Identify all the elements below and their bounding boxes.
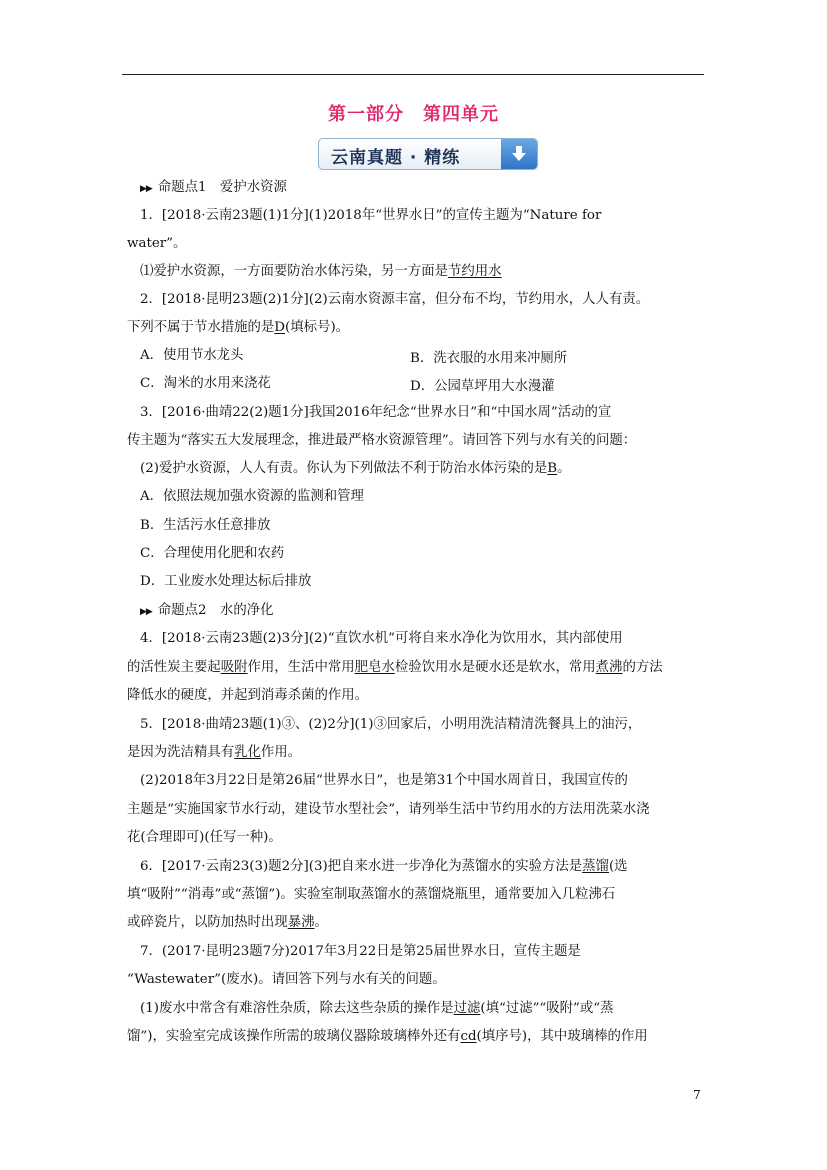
q7-line: 7．(2017·昆明23题7分)2017年3月22日是第25届世界水日，宣传主题是 <box>140 944 581 959</box>
q5-line-cont: 是因为洗洁精具有乳化作用。 <box>127 745 302 760</box>
q3-option-d: D．工业废水处理达标后排放 <box>140 574 312 589</box>
answer: 肥皂水 <box>354 660 395 675</box>
q4-line: 4．[2018·云南23题(2)3分](2)“直饮水机”可将自来水净化为饮用水，其内部使用 <box>140 631 623 646</box>
q2-option-a: A．使用节水龙头 <box>140 348 244 363</box>
answer: 乳化 <box>234 745 261 760</box>
q3-line-cont: 传主题为“落实五大发展理念，推进最严格水资源管理”。请回答下列与水有关的问题： <box>127 433 637 448</box>
section-marker: ▶▶ <box>140 184 152 194</box>
down-arrow-icon <box>501 139 537 169</box>
q5-line: 5．[2018·曲靖23题(1)③、(2)2分](1)③回家后，小明用洗洁精清洗餐具上的油污， <box>140 717 642 732</box>
answer: 吸附 <box>220 660 248 675</box>
q3-option-a: A．依照法规加强水资源的监测和管理 <box>140 489 364 504</box>
q3-line: 3．[2016·曲靖22(2)题1分]我国2016年纪念“世界水日”和“中国水周”活动的宣 <box>140 405 612 420</box>
q1-sub: ⑴爱护水资源，一方面要防治水体污染，另一方面是节约用水 <box>140 264 502 279</box>
banner-label: 云南真题 · 精练 <box>331 148 461 168</box>
answer: 暴沸 <box>287 915 315 930</box>
q7-sub-cont: 馏”)，实验室完成该操作所需的玻璃仪器除玻璃棒外还有cd(填序号)，其中玻璃棒的作用 <box>127 1029 648 1044</box>
topic-heading-2: ▶▶ 命题点2 水的净化 <box>140 603 274 618</box>
answer: 煮沸 <box>595 660 623 675</box>
header-rule <box>122 74 704 75</box>
q3-option-c: C．合理使用化肥和农药 <box>140 546 285 561</box>
q2-line-cont: 下列不属于节水措施的是D(填标号)。 <box>127 320 350 335</box>
page-title: 第一部分 第四单元 <box>328 104 499 125</box>
q2-option-d: D．公园草坪用大水漫灌 <box>410 379 555 394</box>
answer: B <box>547 461 558 476</box>
q1-line-cont: water”。 <box>127 236 187 251</box>
q3-sub: (2)爱护水资源，人人有责。你认为下列做法不利于防治水体污染的是B。 <box>140 461 571 476</box>
q5-sub-cont: 主题是“实施国家节水行动，建设节水型社会”，请列举生活中节约用水的方法用洗菜水浇 <box>127 802 650 817</box>
q4-line-end: 降低水的硬度，并起到消毒杀菌的作用。 <box>127 688 369 703</box>
q5-sub-end: 花(合理即可)(任写一种)。 <box>127 830 282 845</box>
q6-line: 6．[2017·云南23(3)题2分](3)把自来水进一步净化为蒸馏水的实验方法是蒸馏(选 <box>140 859 628 874</box>
q7-line-cont: “Wastewater”(废水)。请回答下列与水有关的问题。 <box>127 972 446 987</box>
q6-line-end: 或碎瓷片，以防加热时出现暴沸。 <box>127 915 328 930</box>
q2-option-c: C．淘米的水用来浇花 <box>140 376 271 391</box>
q3-option-b: B．生活污水任意排放 <box>140 518 271 533</box>
answer: 过滤 <box>453 1001 481 1016</box>
section-marker: ▶▶ <box>140 607 152 617</box>
page-number: 7 <box>693 1088 701 1102</box>
q4-line-cont: 的活性炭主要起吸附作用，生活中常用肥皂水检验饮用水是硬水还是软水，常用煮沸的方法 <box>127 660 663 675</box>
answer: 节约用水 <box>447 264 502 279</box>
q5-sub: (2)2018年3月22日是第26届“世界水日”，也是第31个中国水周首日，我国宣传的 <box>140 773 628 788</box>
q2-option-b: B．洗衣服的水用来冲厕所 <box>410 351 568 366</box>
section-banner <box>318 138 538 170</box>
answer: D <box>274 320 286 335</box>
q6-line-cont: 填“吸附”“消毒”或“蒸馏”)。实验室制取蒸馏水的蒸馏烧瓶里，通常要加入几粒沸石 <box>127 887 616 902</box>
topic-heading-1: ▶▶ 命题点1 爱护水资源 <box>140 180 287 195</box>
q1-line: 1．[2018·云南23题(1)1分](1)2018年“世界水日”的宣传主题为“Nature for <box>140 208 602 223</box>
q7-sub: (1)废水中常含有难溶性杂质，除去这些杂质的操作是过滤(填“过滤”“吸附”或“蒸 <box>140 1001 614 1016</box>
answer: cd <box>460 1029 477 1044</box>
q2-line: 2．[2018·昆明23题(2)1分](2)云南水资源丰富，但分布不均，节约用水，人人有责。 <box>140 292 650 307</box>
answer: 蒸馏 <box>582 859 609 874</box>
